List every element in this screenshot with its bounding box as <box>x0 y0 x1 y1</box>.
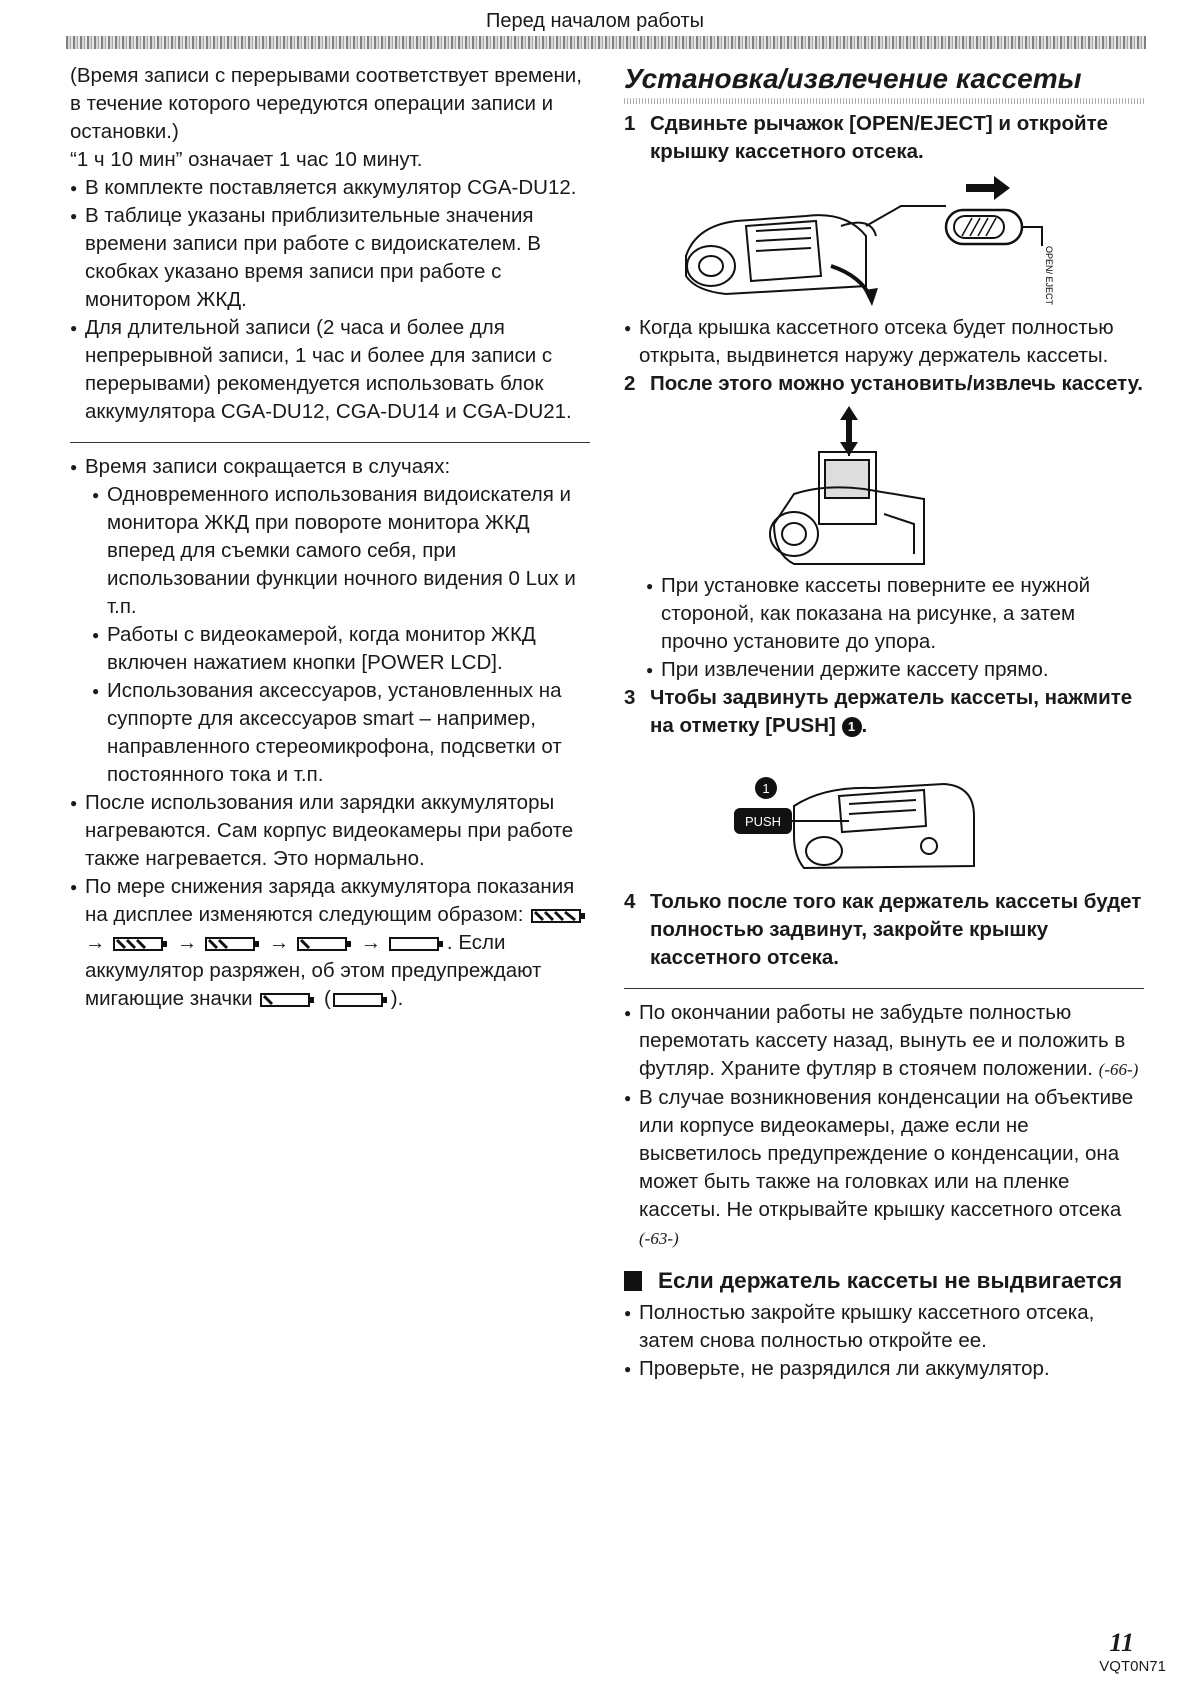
reduce-item: ● Одновременного использования видоискателя и монитора ЖКД при повороте монитора ЖКД вперед для съемки самого себя, при использовании функции ночного видения 0 Lux и т.п. <box>92 481 590 621</box>
square-bullet-icon <box>624 1271 642 1291</box>
model-code: VQT0N71 <box>1099 1658 1166 1675</box>
divider <box>70 442 590 443</box>
step-text: После этого можно установить/извлечь кассету. <box>650 372 1143 395</box>
paren-open: ( <box>323 987 331 1010</box>
subheading <box>624 1267 1144 1295</box>
arrow: → <box>176 931 198 954</box>
cassette-insert-illustration <box>624 404 1144 572</box>
step-1 <box>624 110 1144 166</box>
arrow: → <box>360 931 382 954</box>
reduce-item: ● Использования аксессуаров, установленных на суппорте для аксессуаров smart – например, направленного стереомикрофона, подсветки от постоянного тока и т.п. <box>92 677 590 789</box>
bullet-item: ● Для длительной записи (2 часа и более для непрерывной записи, 1 час и более для записи с перерывами) рекомендуется использовать блок аккумулятора CGA-DU12, CGA-DU14 и CGA-DU21. <box>70 314 590 426</box>
open-eject-illustration <box>616 166 1136 314</box>
page-reference: (-63-) <box>639 1229 679 1248</box>
left-column <box>70 62 590 1013</box>
after-note <box>624 1084 1144 1253</box>
after-note <box>624 999 1144 1084</box>
battery-intro: По мере снижения заряда аккумулятора показания на дисплее изменяются следующим образом: <box>85 875 575 926</box>
reduce-item: ● Работы с видеокамерой, когда монитор ЖКД включен нажатием кнопки [POWER LCD]. <box>92 621 590 677</box>
intro-note: “1 ч 10 мин” означает 1 час 10 минут. <box>70 148 423 171</box>
step1-note: ● Когда крышка кассетного отсека будет полностью открыта, выдвинется наружу держатель кассеты. <box>624 314 1144 370</box>
step-3: 3 Чтобы задвинуть держатель кассеты, нажмите на отметку [PUSH] 1 . <box>624 686 1133 737</box>
battery-half-icon <box>205 936 261 952</box>
bullet-item: ● После использования или зарядки аккумуляторы нагреваются. Сам корпус видеокамеры при работе также нагревается. Это нормально. <box>70 789 590 873</box>
step-text: Сдвиньте рычажок [OPEN/EJECT] и откройте крышку кассетного отсека. <box>650 112 1109 163</box>
step-text: Только после того как держатель кассеты будет полностью задвинут, закройте крышку кассетного отсека. <box>650 890 1142 969</box>
page-number: 11 <box>1109 1628 1134 1657</box>
after-note-text: По окончании работы не забудьте полностью перемотать кассету назад, вынуть ее и положить в футляр. Храните футляр в стоячем положении. <box>639 1001 1126 1080</box>
page-reference: (-66-) <box>1098 1060 1139 1079</box>
bullet-item: ● В комплекте поставляется аккумулятор CGA-DU12. <box>70 174 590 202</box>
battery-three-quarter-icon <box>113 936 169 952</box>
sub-note: ● Полностью закройте крышку кассетного отсека, затем снова полностью откройте ее. <box>624 1299 1144 1355</box>
push-button-label: PUSH <box>744 814 782 829</box>
sub-note: ● Проверьте, не разрядился ли аккумулятор. <box>624 1355 1144 1383</box>
push-illustration <box>624 756 1144 874</box>
intro-paragraph: (Время записи с перерывами соответствует времени, в течение которого чередуются операции записи и остановки.) <box>70 64 582 143</box>
battery-low-icon <box>260 992 316 1008</box>
step-number: 4 <box>624 890 636 913</box>
battery-note <box>70 873 590 1013</box>
battery-empty-icon <box>389 936 445 952</box>
open-eject-label: OPEN/ EJECT <box>1044 246 1054 306</box>
reduce-title: ● Время записи сокращается в случаях: <box>70 453 590 481</box>
step-number: 1 <box>624 112 636 135</box>
battery-full-icon <box>531 908 587 924</box>
arrow: → <box>268 931 290 954</box>
step2-note: ● При извлечении держите кассету прямо. <box>646 656 1144 684</box>
step-2 <box>624 370 1144 398</box>
section-title: Установка/извлечение кассеты <box>624 63 1082 94</box>
bullet-item: ● В таблице указаны приблизительные значения времени записи при работе с видоискателем. В скобках указано время записи при работе с монитором ЖКД. <box>70 202 590 314</box>
page-header: Перед началом работы <box>485 10 705 32</box>
reduce-list <box>70 481 590 789</box>
title-underline <box>624 98 1144 104</box>
push-marker-label: 1 <box>762 781 770 796</box>
marker-1-icon: 1 <box>842 717 862 737</box>
after-note-text: В случае возникновения конденсации на объективе или корпусе видеокамеры, даже если не высветилось предупреждение о конденсации, она может быть также на головках или на пленке кассеты. Не открывайте крышку кассетного отсека <box>639 1086 1134 1221</box>
step-4 <box>624 888 1144 972</box>
step2-note: ● При установке кассеты поверните ее нужной стороной, как показана на рисунке, а затем прочно установите до упора. <box>646 572 1144 656</box>
battery-empty-icon <box>333 992 389 1008</box>
header-band <box>66 36 1146 49</box>
battery-low-icon <box>297 936 353 952</box>
subheading-text: Если держатель кассеты не выдвигается <box>658 1268 1123 1293</box>
paren-close: ). <box>390 987 404 1010</box>
battery-after: . Если аккумулятор разряжен, об этом предупреждают мигающие значки <box>85 931 542 1010</box>
arrow: → <box>85 931 106 954</box>
step-number: 2 <box>624 372 636 395</box>
right-column <box>624 62 1144 1383</box>
step-number: 3 <box>624 686 636 709</box>
divider <box>624 988 1144 989</box>
step2-notes <box>624 572 1144 684</box>
step-text: Чтобы задвинуть держатель кассеты, нажмите на отметку [PUSH] <box>650 686 1133 737</box>
